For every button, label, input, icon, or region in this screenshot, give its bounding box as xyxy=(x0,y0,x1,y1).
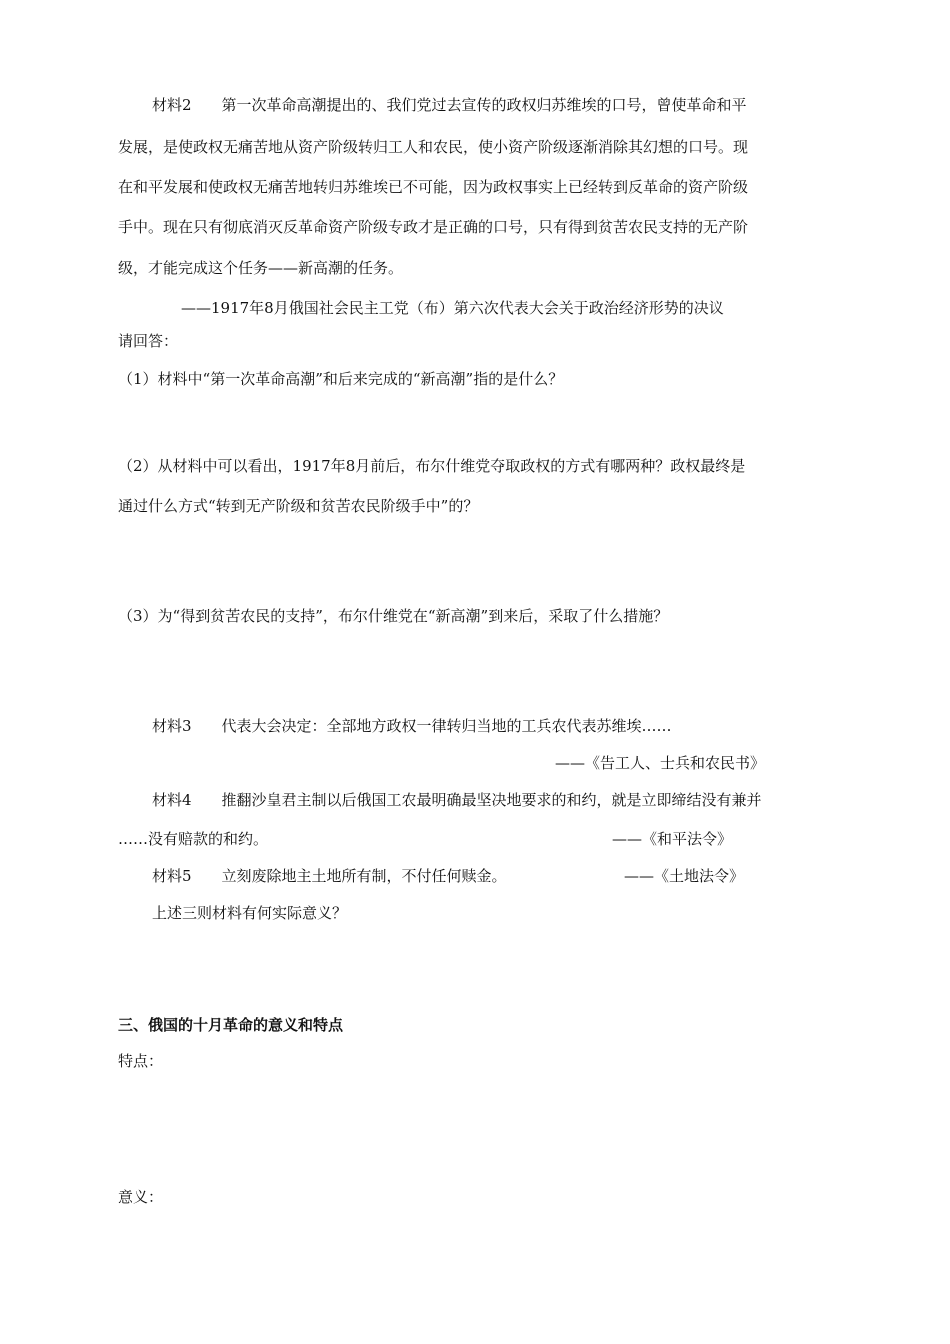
material5-source: ——《土地法令》 xyxy=(624,867,745,885)
answer-prompt: 请回答： xyxy=(118,332,179,350)
material2-line1: 材料2 第一次革命高潮提出的、我们党过去宣传的政权归苏维埃的口号，曾使革命和平 xyxy=(152,96,747,114)
materials-question: 上述三则材料有何实际意义？ xyxy=(152,904,348,922)
material4-line2: ……没有赔款的和约。 xyxy=(118,830,269,848)
significance-label: 意义： xyxy=(118,1188,164,1206)
material4-line1: 材料4 推翻沙皇君主制以后俄国工农最明确最坚决地要求的和约，就是立即缔结没有兼并 xyxy=(152,791,762,809)
material2-line5: 级，才能完成这个任务——新高潮的任务。 xyxy=(118,259,404,277)
material2-line4: 手中。现在只有彻底消灭反革命资产阶级专政才是正确的口号，只有得到贫苦农民支持的无产阶 xyxy=(118,218,749,236)
question-2-line1: （2）从材料中可以看出，1917年8月前后，布尔什维党夺取政权的方式有哪两种？政权最终是 xyxy=(118,457,746,475)
material2-line2: 发展，是使政权无痛苦地从资产阶级转归工人和农民，使小资产阶级逐渐消除其幻想的口号。现 xyxy=(118,138,749,156)
material3-source: ——《告工人、士兵和农民书》 xyxy=(555,754,766,772)
question-2-line2: 通过什么方式“转到无产阶级和贫苦农民阶级手中”的？ xyxy=(118,497,479,515)
material4-source: ——《和平法令》 xyxy=(612,830,733,848)
material5: 材料5 立刻废除地主土地所有制，不付任何赎金。 xyxy=(152,867,507,885)
material2-line3: 在和平发展和使政权无痛苦地转归苏维埃已不可能，因为政权事实上已经转到反革命的资产阶级 xyxy=(118,178,749,196)
section3-heading: 三、俄国的十月革命的意义和特点 xyxy=(118,1016,344,1034)
question-1: （1）材料中“第一次革命高潮”和后来完成的“新高潮”指的是什么？ xyxy=(118,370,564,388)
features-label: 特点： xyxy=(118,1052,164,1070)
material3: 材料3 代表大会决定：全部地方政权一律转归当地的工兵农代表苏维埃…… xyxy=(152,717,672,735)
material2-source: ——1917年8月俄国社会民主工党（布）第六次代表大会关于政治经济形势的决议 xyxy=(181,299,724,317)
question-3: （3）为“得到贫苦农民的支持”，布尔什维党在“新高潮”到来后，采取了什么措施？ xyxy=(118,607,669,625)
